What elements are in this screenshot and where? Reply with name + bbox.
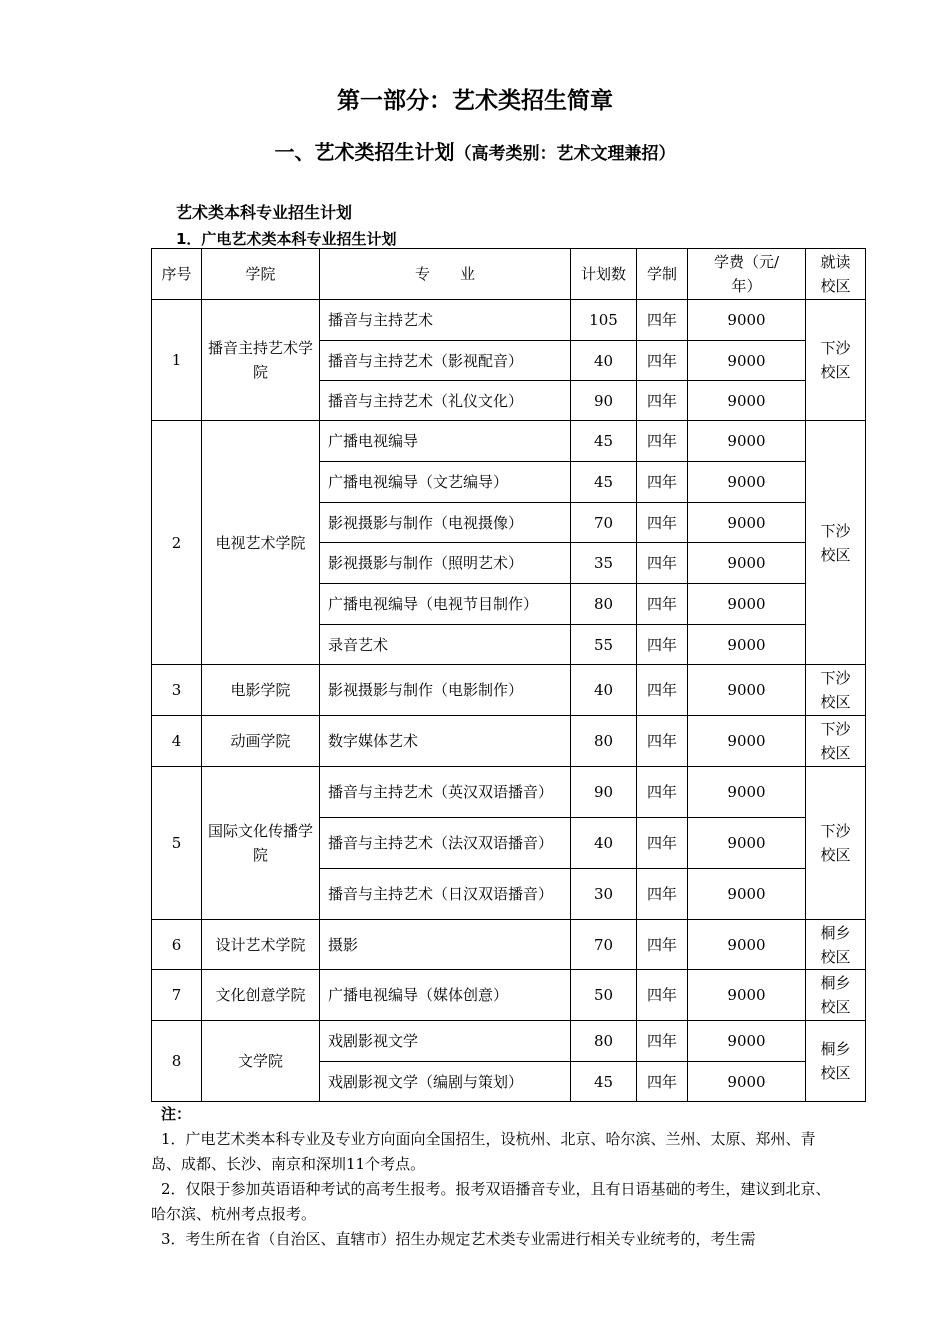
note-item: 1．广电艺术类本科专业及专业方向面向全国招生，设杭州、北京、哈尔滨、兰州、太原、郑州、青岛、成都、长沙、南京和深圳11个考点。 <box>151 1130 816 1173</box>
cell-tuition: 9000 <box>688 1021 806 1062</box>
cell-plan: 80 <box>571 716 637 767</box>
cell-duration: 四年 <box>637 381 688 421</box>
table-row <box>152 421 866 462</box>
cell-tuition: 9000 <box>688 543 806 584</box>
cell-college: 国际文化传播学院 <box>202 767 320 920</box>
cell-duration: 四年 <box>637 1062 688 1102</box>
note-item: 2．仅限于参加英语语种考试的高考生报考。报考双语播音专业，且有日语基础的考生，建议到北京、哈尔滨、杭州考点报考。 <box>151 1180 831 1223</box>
table-row <box>152 970 866 1021</box>
section-title: 艺术类本科专业招生计划 <box>176 203 353 222</box>
cell-seq: 7 <box>152 970 202 1021</box>
header-plan: 计划数 <box>571 249 637 300</box>
cell-major: 播音与主持艺术（日汉双语播音） <box>320 869 571 920</box>
table-header-row <box>152 249 866 300</box>
cell-duration: 四年 <box>637 625 688 665</box>
header-tuition: 学费（元/年） <box>688 249 806 300</box>
table-row <box>152 767 866 818</box>
cell-duration: 四年 <box>637 543 688 584</box>
cell-campus: 下沙校区 <box>806 767 866 920</box>
cell-tuition: 9000 <box>688 970 806 1021</box>
cell-college: 播音主持艺术学院 <box>202 300 320 421</box>
cell-major: 播音与主持艺术（礼仪文化） <box>320 381 571 421</box>
cell-major: 戏剧影视文学（编剧与策划） <box>320 1062 571 1102</box>
table-row <box>152 300 866 341</box>
cell-college: 动画学院 <box>202 716 320 767</box>
cell-tuition: 9000 <box>688 1062 806 1102</box>
cell-college: 设计艺术学院 <box>202 920 320 970</box>
cell-major: 摄影 <box>320 920 571 970</box>
cell-duration: 四年 <box>637 970 688 1021</box>
cell-tuition: 9000 <box>688 920 806 970</box>
cell-seq: 6 <box>152 920 202 970</box>
cell-duration: 四年 <box>637 503 688 543</box>
cell-major: 数字媒体艺术 <box>320 716 571 767</box>
table-row <box>152 716 866 767</box>
cell-plan: 70 <box>571 503 637 543</box>
cell-plan: 45 <box>571 462 637 503</box>
cell-duration: 四年 <box>637 462 688 503</box>
cell-plan: 30 <box>571 869 637 920</box>
cell-college: 文学院 <box>202 1021 320 1102</box>
cell-major: 影视摄影与制作（照明艺术） <box>320 543 571 584</box>
cell-major: 广播电视编导（电视节目制作） <box>320 584 571 625</box>
cell-duration: 四年 <box>637 421 688 462</box>
cell-tuition: 9000 <box>688 341 806 381</box>
cell-duration: 四年 <box>637 665 688 716</box>
cell-major: 广播电视编导（媒体创意） <box>320 970 571 1021</box>
note-item: 3．考生所在省（自治区、直辖市）招生办规定艺术类专业需进行相关专业统考的，考生需 <box>161 1230 756 1248</box>
cell-tuition: 9000 <box>688 818 806 869</box>
cell-college: 电影学院 <box>202 665 320 716</box>
cell-major: 录音艺术 <box>320 625 571 665</box>
cell-duration: 四年 <box>637 818 688 869</box>
cell-plan: 70 <box>571 920 637 970</box>
cell-seq: 1 <box>152 300 202 421</box>
table-row <box>152 1021 866 1062</box>
cell-duration: 四年 <box>637 584 688 625</box>
cell-duration: 四年 <box>637 341 688 381</box>
cell-duration: 四年 <box>637 869 688 920</box>
cell-tuition: 9000 <box>688 381 806 421</box>
table-body <box>152 300 866 1102</box>
cell-tuition: 9000 <box>688 665 806 716</box>
cell-major: 播音与主持艺术（影视配音） <box>320 341 571 381</box>
cell-plan: 105 <box>571 300 637 341</box>
cell-tuition: 9000 <box>688 625 806 665</box>
subtitle-category: （高考类别：艺术文理兼招） <box>454 144 676 164</box>
cell-duration: 四年 <box>637 1021 688 1062</box>
cell-plan: 35 <box>571 543 637 584</box>
page-title: 第一部分：艺术类招生简章 <box>337 88 613 114</box>
table-row <box>152 665 866 716</box>
cell-tuition: 9000 <box>688 421 806 462</box>
cell-major: 影视摄影与制作（电影制作） <box>320 665 571 716</box>
cell-tuition: 9000 <box>688 869 806 920</box>
cell-duration: 四年 <box>637 767 688 818</box>
cell-plan: 50 <box>571 970 637 1021</box>
cell-duration: 四年 <box>637 300 688 341</box>
cell-tuition: 9000 <box>688 767 806 818</box>
cell-tuition: 9000 <box>688 716 806 767</box>
cell-major: 播音与主持艺术（英汉双语播音） <box>320 767 571 818</box>
cell-campus: 下沙校区 <box>806 421 866 665</box>
header-seq: 序号 <box>152 249 202 300</box>
cell-campus: 桐乡校区 <box>806 970 866 1021</box>
cell-tuition: 9000 <box>688 462 806 503</box>
cell-college: 文化创意学院 <box>202 970 320 1021</box>
cell-major: 影视摄影与制作（电视摄像） <box>320 503 571 543</box>
cell-seq: 8 <box>152 1021 202 1102</box>
cell-college: 电视艺术学院 <box>202 421 320 665</box>
cell-plan: 40 <box>571 341 637 381</box>
cell-plan: 45 <box>571 421 637 462</box>
cell-major: 广播电视编导 <box>320 421 571 462</box>
header-major: 专 业 <box>320 249 571 300</box>
cell-seq: 3 <box>152 665 202 716</box>
cell-campus: 下沙校区 <box>806 665 866 716</box>
cell-major: 播音与主持艺术（法汉双语播音） <box>320 818 571 869</box>
header-duration: 学制 <box>637 249 688 300</box>
cell-campus: 桐乡校区 <box>806 920 866 970</box>
cell-plan: 80 <box>571 1021 637 1062</box>
cell-seq: 2 <box>152 421 202 665</box>
cell-plan: 45 <box>571 1062 637 1102</box>
table-row <box>152 920 866 970</box>
cell-plan: 90 <box>571 767 637 818</box>
cell-plan: 80 <box>571 584 637 625</box>
cell-tuition: 9000 <box>688 300 806 341</box>
table-caption: 1．广电艺术类本科专业招生计划 <box>176 230 397 248</box>
cell-seq: 5 <box>152 767 202 920</box>
cell-campus: 下沙校区 <box>806 716 866 767</box>
cell-campus: 桐乡校区 <box>806 1021 866 1102</box>
cell-duration: 四年 <box>637 716 688 767</box>
header-college: 学院 <box>202 249 320 300</box>
notes <box>151 1102 831 1252</box>
page-subtitle <box>0 136 950 165</box>
notes-heading: 注： <box>161 1105 192 1123</box>
cell-plan: 55 <box>571 625 637 665</box>
cell-plan: 40 <box>571 818 637 869</box>
cell-tuition: 9000 <box>688 503 806 543</box>
cell-plan: 90 <box>571 381 637 421</box>
subtitle-main: 一、艺术类招生计划 <box>274 140 455 164</box>
cell-major: 广播电视编导（文艺编导） <box>320 462 571 503</box>
cell-duration: 四年 <box>637 920 688 970</box>
cell-tuition: 9000 <box>688 584 806 625</box>
cell-plan: 40 <box>571 665 637 716</box>
cell-major: 戏剧影视文学 <box>320 1021 571 1062</box>
cell-major: 播音与主持艺术 <box>320 300 571 341</box>
header-campus: 就读校区 <box>806 249 866 300</box>
enrollment-plan-table <box>151 248 866 1102</box>
cell-campus: 下沙校区 <box>806 300 866 421</box>
cell-seq: 4 <box>152 716 202 767</box>
